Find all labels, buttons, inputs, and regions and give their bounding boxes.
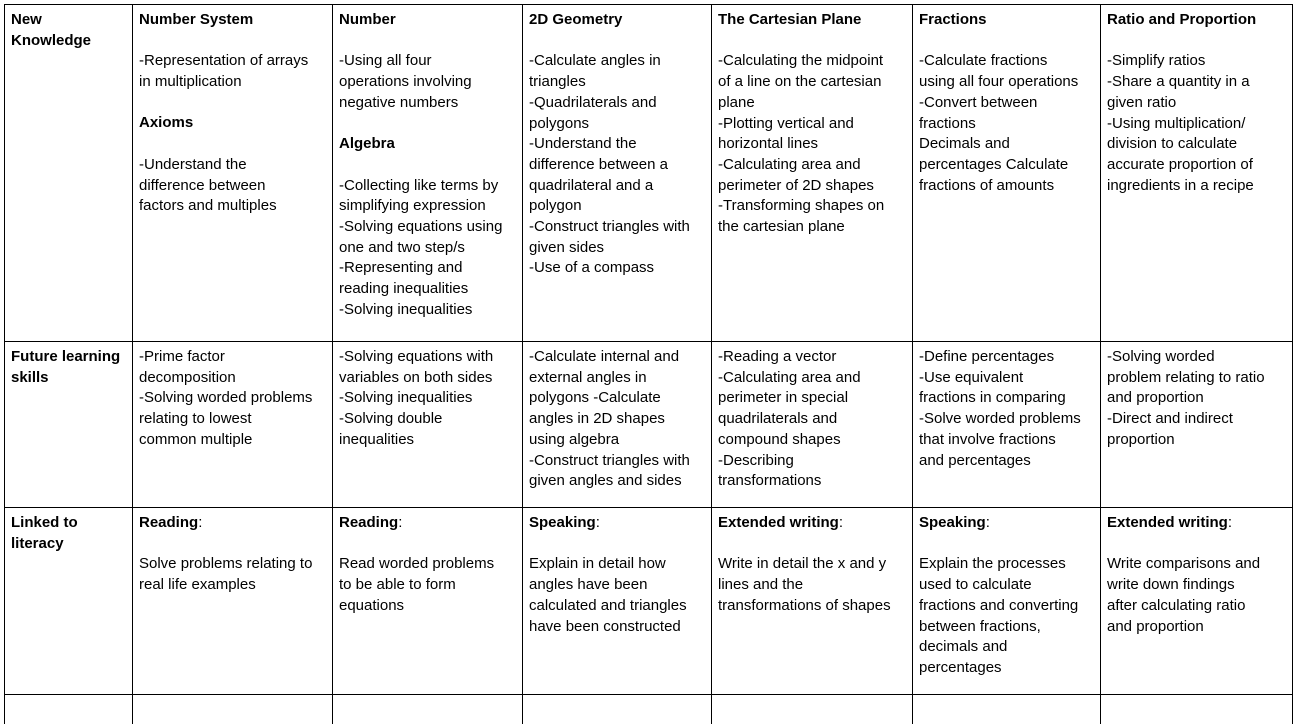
blank-line [919,534,1094,555]
cell-line: -Calculating area and [718,155,906,176]
cell-heading-colon: : [986,514,990,531]
cell-line: -Representing and [339,258,516,279]
cell-line: problem relating to ratio [1107,368,1286,389]
cell-line: common multiple [139,430,326,451]
blank-line [139,93,326,114]
cell-line: -Calculate fractions [919,51,1094,72]
blank-line [139,134,326,155]
blank-line [919,31,1094,52]
cell-line: plane [718,93,906,114]
row-label-cell [5,342,133,508]
cell-line: accurate proportion of [1107,155,1286,176]
cell-line: quadrilateral and a [529,176,705,197]
cell-line: Read worded problems [339,554,516,575]
row-label-line: Knowledge [11,31,126,52]
blank-line [339,155,516,176]
cell-line: -Describing [718,451,906,472]
cell-line: -Solving worded problems [139,388,326,409]
cell-line: -Collecting like terms by [339,176,516,197]
table-cell [1101,342,1293,508]
cell-line: -Simplify ratios [1107,51,1286,72]
row-label-line: Future learning [11,347,126,368]
table-cell [712,508,913,695]
cell-line: -Use of a compass [529,258,705,279]
cell-heading [139,10,326,31]
table-cell [1101,508,1293,695]
cell-heading-colon: : [839,514,843,531]
cell-line: given angles and sides [529,471,705,492]
curriculum-table [4,4,1293,724]
cell-line: real life examples [139,575,326,596]
cell-line: used to calculate [919,575,1094,596]
cell-line: -Calculating area and [718,368,906,389]
cell-heading-text: Ratio and Proportion [1107,11,1256,28]
blank-line [139,534,326,555]
cell-line: proportion [1107,430,1286,451]
cell-line: variables on both sides [339,368,516,389]
cell-line: have been constructed [529,617,705,638]
table-row [5,342,1293,508]
cell-line: and proportion [1107,388,1286,409]
blank-line [339,114,516,135]
cell-line: write down findings [1107,575,1286,596]
cell-line: angles have been [529,575,705,596]
table-cell [913,508,1101,695]
row-label-line: skills [11,368,126,389]
cell-line: -Representation of arrays [139,51,326,72]
table-cell [913,5,1101,342]
cell-line: in multiplication [139,72,326,93]
cell-line: external angles in [529,368,705,389]
table-cell [523,508,712,695]
blank-line [529,31,705,52]
cell-line: -Construct triangles with [529,217,705,238]
table-cell [333,342,523,508]
cell-heading [1107,10,1286,31]
cell-heading-text: Number [339,11,396,28]
cell-line: using algebra [529,430,705,451]
cell-heading-text: Speaking [919,514,986,531]
cell-line: compound shapes [718,430,906,451]
cell-line: Solve problems relating to [139,554,326,575]
table-cell [913,342,1101,508]
cell-line: given ratio [1107,93,1286,114]
cell-line: -Using multiplication/ [1107,114,1286,135]
cell-line: -Solving worded [1107,347,1286,368]
cell-line: perimeter in special [718,388,906,409]
table-cell [523,5,712,342]
cell-line: -Solving double [339,409,516,430]
cell-line: -Solving equations using [339,217,516,238]
cell-heading-text: Speaking [529,514,596,531]
cell-line: polygons -Calculate [529,388,705,409]
cell-line: given sides [529,238,705,259]
cell-line: -Construct triangles with [529,451,705,472]
cell-line: the cartesian plane [718,217,906,238]
cell-line: Write in detail the x and y [718,554,906,575]
cell-line: Write comparisons and [1107,554,1286,575]
table-cell [712,342,913,508]
cell-line: that involve fractions [919,430,1094,451]
cell-line: after calculating ratio [1107,596,1286,617]
cell-line: and proportion [1107,617,1286,638]
cell-line: fractions of amounts [919,176,1094,197]
table-cell [333,5,523,342]
cell-line: decimals and [919,637,1094,658]
cell-heading-text: The Cartesian Plane [718,11,861,28]
table-row [5,508,1293,695]
cell-line: calculated and triangles [529,596,705,617]
cell-line: operations involving [339,72,516,93]
cell-heading-text: 2D Geometry [529,11,622,28]
cell-line: fractions in comparing [919,388,1094,409]
cell-heading-text: Reading [139,514,198,531]
cell-heading [139,513,326,534]
cell-line: of a line on the cartesian [718,72,906,93]
cell-line: decomposition [139,368,326,389]
row-label-line: Linked to [11,513,126,534]
cell-line: -Quadrilaterals and [529,93,705,114]
cell-line: fractions [919,114,1094,135]
cell-line: difference between a [529,155,705,176]
cell-line: -Solving inequalities [339,300,516,321]
blank-line [718,534,906,555]
cell-line: percentages Calculate [919,155,1094,176]
cell-line: Decimals and [919,134,1094,155]
cell-line: simplifying expression [339,196,516,217]
cell-subheading: Algebra [339,134,516,155]
cell-line: horizontal lines [718,134,906,155]
cell-heading-colon: : [596,514,600,531]
cell-line: equations [339,596,516,617]
cell-heading [919,513,1094,534]
table-cell [333,508,523,695]
cell-line: polygon [529,196,705,217]
cell-line: -Using all four [339,51,516,72]
cell-line: -Convert between [919,93,1094,114]
cell-line: ingredients in a recipe [1107,176,1286,197]
table-cell [133,508,333,695]
blank-line [139,31,326,52]
blank-line [529,534,705,555]
row-label-line: New [11,10,126,31]
cell-line: -Define percentages [919,347,1094,368]
table-cell [1101,5,1293,342]
cell-line: difference between [139,176,326,197]
cell-line: -Solve worded problems [919,409,1094,430]
cell-line: between fractions, [919,617,1094,638]
cell-line: transformations of shapes [718,596,906,617]
cell-heading-text: Fractions [919,11,987,28]
cell-line: -Calculating the midpoint [718,51,906,72]
cell-line: factors and multiples [139,196,326,217]
cell-line: one and two step/s [339,238,516,259]
cell-line: transformations [718,471,906,492]
cell-heading-text: Reading [339,514,398,531]
table-cell [523,342,712,508]
blank-line [339,31,516,52]
cell-line: inequalities [339,430,516,451]
cell-line: -Understand the [529,134,705,155]
cell-line: lines and the [718,575,906,596]
cell-line: relating to lowest [139,409,326,430]
cell-heading [1107,513,1286,534]
cell-line: polygons [529,114,705,135]
row-label-line: literacy [11,534,126,555]
table-cell [133,5,333,342]
cell-line: Explain the processes [919,554,1094,575]
cell-line: -Understand the [139,155,326,176]
cell-line: division to calculate [1107,134,1286,155]
cell-line: perimeter of 2D shapes [718,176,906,197]
cell-line: -Reading a vector [718,347,906,368]
cell-heading-text: Extended writing [1107,514,1228,531]
row-label-cell [5,5,133,342]
cell-line: negative numbers [339,93,516,114]
cell-heading-colon: : [398,514,402,531]
cell-line: Explain in detail how [529,554,705,575]
blank-line [1107,31,1286,52]
cell-heading [339,10,516,31]
cell-subheading: Axioms [139,113,326,134]
table-row [5,5,1293,342]
cell-line: -Prime factor [139,347,326,368]
cell-line: using all four operations [919,72,1094,93]
cell-line: quadrilaterals and [718,409,906,430]
cell-line: -Solving inequalities [339,388,516,409]
cell-line: -Calculate internal and [529,347,705,368]
cell-heading-text: Number System [139,11,253,28]
row-label-cell [5,508,133,695]
cell-heading-colon: : [1228,514,1232,531]
blank-line [339,534,516,555]
cell-line: to be able to form [339,575,516,596]
cell-line: fractions and converting [919,596,1094,617]
cell-heading [718,10,906,31]
table-cell [712,5,913,342]
cell-heading [718,513,906,534]
cell-heading-text: Extended writing [718,514,839,531]
cell-line: percentages [919,658,1094,679]
cell-line: reading inequalities [339,279,516,300]
cell-line: and percentages [919,451,1094,472]
cell-heading [339,513,516,534]
cell-line: -Use equivalent [919,368,1094,389]
cell-heading [529,513,705,534]
cell-line: -Solving equations with [339,347,516,368]
cell-heading [919,10,1094,31]
blank-line [1107,534,1286,555]
table-cell [133,342,333,508]
cell-line: -Transforming shapes on [718,196,906,217]
cell-line: angles in 2D shapes [529,409,705,430]
cell-heading-colon: : [198,514,202,531]
blank-line [718,31,906,52]
cell-heading [529,10,705,31]
cell-line: -Plotting vertical and [718,114,906,135]
cell-line: -Direct and indirect [1107,409,1286,430]
cell-line: -Calculate angles in [529,51,705,72]
cell-line: triangles [529,72,705,93]
cell-line: -Share a quantity in a [1107,72,1286,93]
